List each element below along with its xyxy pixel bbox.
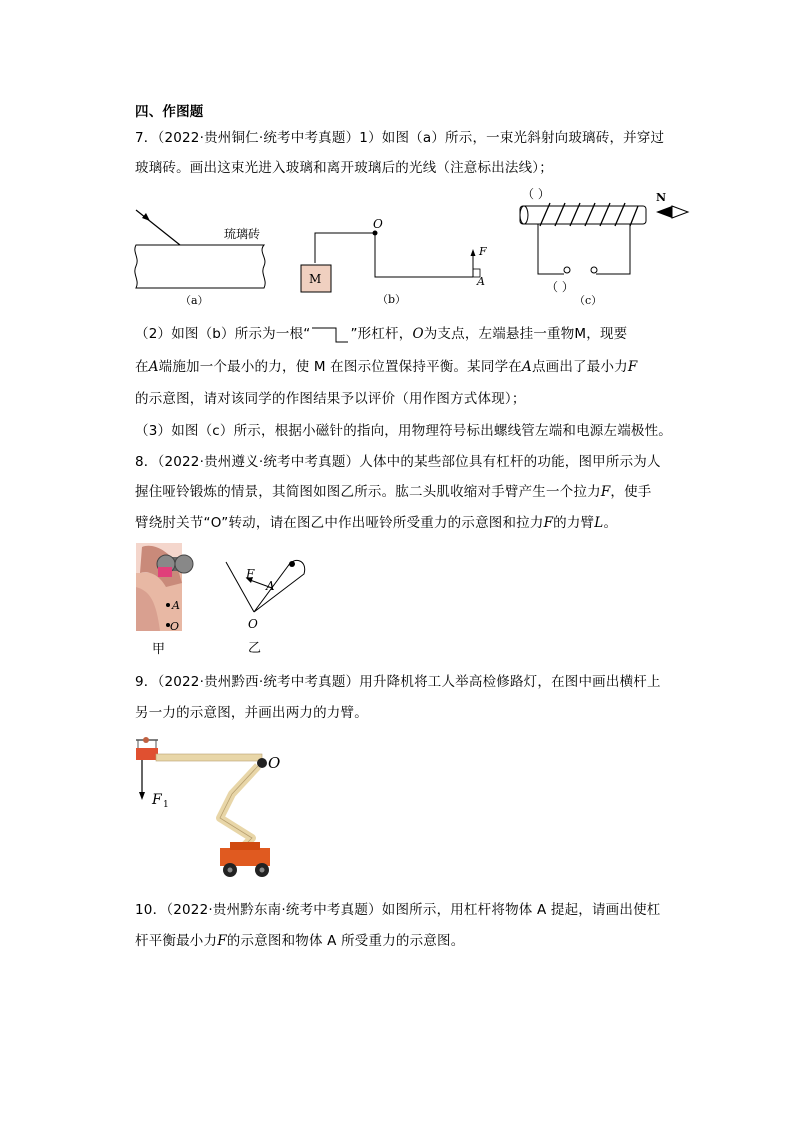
q10-line-2 bbox=[135, 931, 464, 951]
section-heading: 四、作图题 bbox=[135, 104, 204, 120]
q10-line2-post: 的示意图和物体 A 所受重力的示意图。 bbox=[226, 933, 465, 949]
q10-line-1: 10．（2022·贵州黔东南·统考中考真题）如图所示，用杠杆将物体 A 提起，请画出使杠 bbox=[135, 902, 661, 918]
q7-line4-pre: 在 bbox=[135, 359, 149, 375]
pivot-label: O bbox=[373, 217, 383, 231]
q8-line2-pre: 握住哑铃锻炼的情景，其简图如图乙所示。肱二头肌收缩对手臂产生一个拉力 bbox=[135, 484, 601, 500]
yi-o-label: O bbox=[248, 617, 258, 631]
q7-part2-pre: （2）如图（b）所示为一根“ bbox=[135, 326, 311, 342]
q8-line2-f: F bbox=[600, 484, 611, 500]
dumbbell-point bbox=[289, 561, 295, 567]
lift-f-label: F bbox=[152, 792, 162, 808]
figure-c-solenoid bbox=[512, 182, 692, 310]
q7-part2-post: ”形杠杆， bbox=[350, 326, 413, 342]
jia-point-a bbox=[166, 603, 170, 607]
weight-label: M bbox=[309, 272, 322, 286]
q8-line3-mid: 的力臂 bbox=[553, 515, 595, 531]
q7-part3: （3）如图（c）所示，根据小磁针的指向，用物理符号标出螺线管左端和电源左端极性。 bbox=[135, 423, 673, 439]
q8-line2-post: ，使手 bbox=[610, 484, 652, 500]
boom-bar bbox=[156, 754, 262, 761]
power-terminal-right bbox=[591, 267, 597, 273]
q9-line-2: 另一力的示意图，并画出两力的力臂。 bbox=[135, 705, 368, 721]
lift-o-label: O bbox=[268, 754, 281, 772]
platform-basket bbox=[136, 737, 158, 760]
q7-part2-o: O bbox=[412, 326, 424, 342]
figure-a-glass-brick bbox=[128, 200, 278, 308]
q7-line4-a: A bbox=[148, 359, 159, 375]
yi-caption: 乙 bbox=[248, 641, 262, 656]
figure-aerial-lift bbox=[134, 734, 294, 884]
q8-line3-end: 。 bbox=[603, 515, 618, 531]
q7-line-5: 的示意图，请对该同学的作图结果予以评价（用作图方式体现）； bbox=[135, 391, 526, 407]
jia-caption: 甲 bbox=[152, 642, 166, 657]
power-left-bracket: （ ） bbox=[546, 280, 574, 294]
boom-arm bbox=[220, 766, 258, 852]
circuit-wire-right bbox=[596, 224, 630, 274]
figure-b-lever bbox=[295, 213, 505, 308]
glass-brick-outline bbox=[135, 245, 265, 288]
q8-line3-pre: 臂绕肘关节“O”转动，请在图乙中作出哑铃所受重力的示意图和拉力 bbox=[135, 515, 544, 531]
north-label: N bbox=[656, 191, 667, 204]
q7-part2-rest: 为支点，左端悬挂一重物M，现要 bbox=[423, 326, 628, 342]
q9-line-1: 9．（2022·贵州黔西·统考中考真题）用升降机将工人举高检修路灯，在图中画出横杆上 bbox=[135, 674, 661, 690]
power-terminal-left bbox=[564, 267, 570, 273]
caption-b: （b） bbox=[377, 293, 407, 306]
q10-line2-pre: 杆平衡最小力 bbox=[135, 933, 218, 949]
force-label: F bbox=[479, 245, 487, 258]
point-a-label: A bbox=[477, 275, 485, 288]
compass-needle-icon bbox=[656, 206, 688, 218]
q8-line3-f: F bbox=[543, 515, 554, 531]
yi-a-label: A bbox=[266, 579, 275, 593]
q7-line4-f: F bbox=[627, 359, 638, 375]
solenoid-core bbox=[520, 206, 646, 224]
yi-f-label: F bbox=[246, 567, 255, 581]
q7-line4-a2: A bbox=[522, 359, 532, 375]
q7-part2-line bbox=[135, 324, 627, 344]
q7-line-4 bbox=[135, 357, 637, 377]
figure-yi-arm-diagram bbox=[216, 548, 308, 660]
lift-f-sub: 1 bbox=[163, 800, 169, 810]
q10-line2-f: F bbox=[217, 933, 227, 949]
q7-line-2: 玻璃砖。画出这束光进入玻璃和离开玻璃后的光线（注意标出法线）； bbox=[135, 160, 553, 176]
q7-line4-mid: 端施加一个最小的力，使 M 在图示位置保持平衡。某同学在 bbox=[158, 359, 522, 375]
incident-ray bbox=[136, 210, 180, 245]
glass-label: 琉璃砖 bbox=[224, 227, 261, 241]
solenoid-end bbox=[520, 206, 528, 224]
circuit-wire bbox=[538, 224, 564, 274]
jia-a-label: A bbox=[172, 599, 180, 612]
force-arrow-f1 bbox=[139, 760, 145, 800]
q7-line-1: 7．（2022·贵州铜仁·统考中考真题）1）如图（a）所示，一束光斜射向玻璃砖，并穿过 bbox=[135, 130, 665, 146]
forearm bbox=[254, 560, 305, 612]
q8-line3-l: L bbox=[594, 515, 604, 531]
figure-jia-arm-photo bbox=[136, 543, 196, 658]
jia-o-label: O bbox=[170, 620, 180, 633]
q8-line-1: 8．（2022·贵州遵义·统考中考真题）人体中的某些部位具有杠杆的功能，图甲所示为人 bbox=[135, 454, 661, 470]
q8-line-2 bbox=[135, 482, 652, 502]
pivot-point bbox=[373, 231, 378, 236]
lever-z-icon bbox=[310, 324, 350, 344]
solenoid-left-bracket: （ ） bbox=[522, 187, 550, 201]
q7-line4-mid2: 点画出了最小力 bbox=[531, 359, 628, 375]
caption-a: （a） bbox=[180, 294, 209, 307]
lever-shape bbox=[315, 233, 473, 277]
caption-c: （c） bbox=[574, 294, 603, 307]
q8-line-3 bbox=[135, 513, 617, 533]
